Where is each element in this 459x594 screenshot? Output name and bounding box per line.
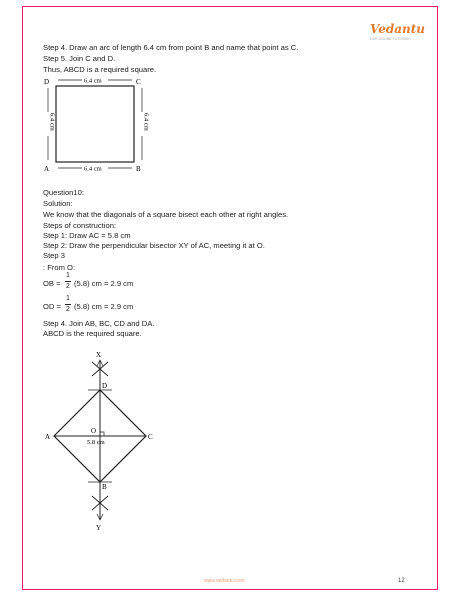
vedantu-logo xyxy=(370,22,426,44)
step5-line: Step 5. Join C and D. xyxy=(43,54,116,63)
ob-fraction-bar xyxy=(65,281,71,282)
label-a: A xyxy=(44,165,50,173)
know-line: We know that the diagonals of a square bisect each other at right angles. xyxy=(43,210,289,219)
step4-line: Step 4. Draw an arc of length 6.4 cm from point B and name that point as C. xyxy=(43,43,299,52)
label-c: C xyxy=(148,433,153,441)
rhombus-figure xyxy=(40,348,170,533)
page-number: 12 xyxy=(398,578,405,584)
od-fraction-bar xyxy=(65,304,71,305)
logo-wordmark: Vedantu xyxy=(370,22,426,36)
label-x: X xyxy=(96,351,102,359)
ob-lhs: OB = xyxy=(43,279,61,288)
step1-line: Step 1: Draw AC = 5.8 cm xyxy=(43,231,131,240)
square-outline xyxy=(56,86,134,162)
right-measure: 6.4 cm xyxy=(142,113,150,131)
right-angle-mark xyxy=(100,432,104,436)
label-b: B xyxy=(136,165,141,173)
square-figure xyxy=(40,74,160,174)
logo-tagline: LIVE ONLINE TUTORING xyxy=(370,37,411,41)
ac-measure: 5.8 cm xyxy=(87,439,105,446)
footer-url[interactable]: www.vedantu.com xyxy=(204,578,245,584)
label-d: D xyxy=(102,382,108,390)
label-d: D xyxy=(44,78,50,86)
ob-rhs: (5.8) cm = 2.9 cm xyxy=(74,279,134,288)
top-measure: 6.4 cm xyxy=(84,77,102,85)
label-y: Y xyxy=(96,524,102,532)
question-heading: Question10: xyxy=(43,188,84,197)
ob-denominator: 2 xyxy=(66,283,70,290)
label-c: C xyxy=(136,78,141,86)
step2-line: Step 2: Draw the perpendicular bisector XY of AC, meeting it at O. xyxy=(43,241,265,250)
od-rhs: (5.8) cm = 2.9 cm xyxy=(74,302,134,311)
left-measure: 6.4 cm xyxy=(48,113,56,131)
solution-heading: Solution: xyxy=(43,199,73,208)
ob-numerator: 1 xyxy=(66,272,70,279)
label-o: O xyxy=(91,427,97,435)
label-a: A xyxy=(45,433,51,441)
step3-line: Step 3 xyxy=(43,251,65,260)
thus-line: Thus, ABCD is a required square. xyxy=(43,65,157,74)
from-o-line: : From O: xyxy=(43,263,76,272)
step4b-line: Step 4. Join AB, BC, CD and DA. xyxy=(43,319,155,328)
steps-of-construction: Steps of construction: xyxy=(43,221,117,230)
label-b: B xyxy=(102,483,107,491)
od-numerator: 1 xyxy=(66,295,70,302)
od-denominator: 2 xyxy=(66,306,70,313)
od-lhs: OD = xyxy=(43,302,61,311)
bottom-measure: 6.4 cm xyxy=(84,165,102,173)
required-line: ABCD is the required square. xyxy=(43,329,142,338)
